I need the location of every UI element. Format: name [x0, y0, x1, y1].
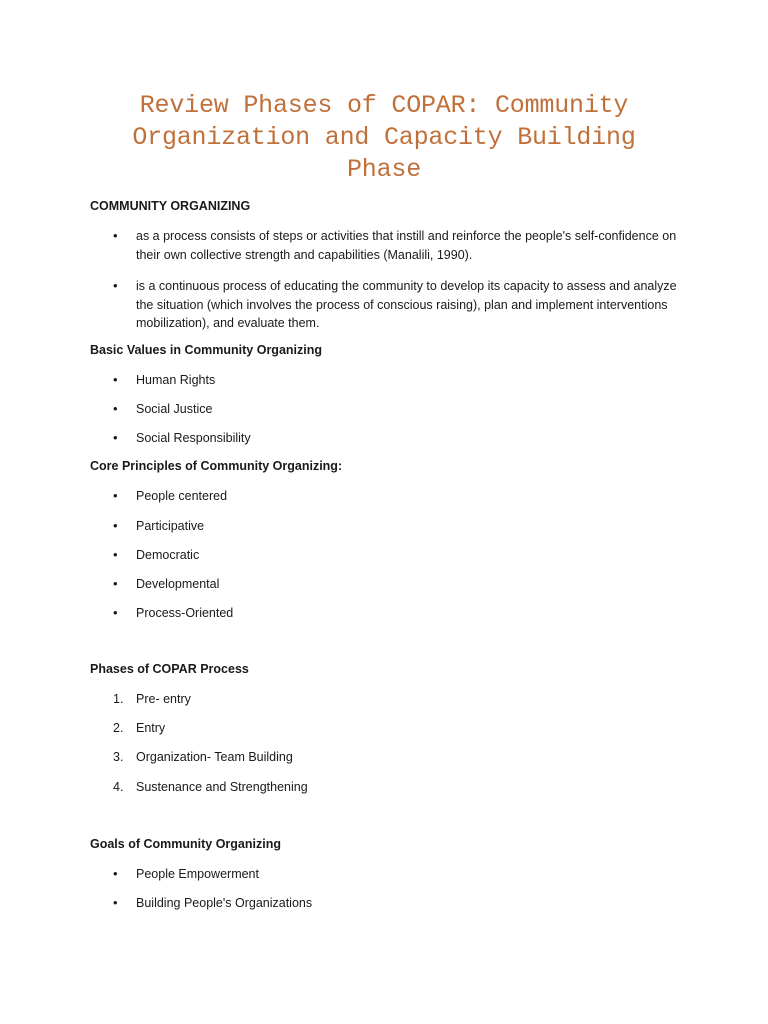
list-item-text: Building People's Organizations [136, 896, 313, 910]
list-item-text: Social Responsibility [136, 431, 251, 445]
list-item-text: Organization- Team Building [136, 750, 293, 764]
bullet-icon: • [113, 895, 118, 910]
bullet-icon: • [113, 518, 118, 533]
bullet-icon: • [113, 401, 118, 416]
section-heading-core-principles: Core Principles of Community Organizing: [90, 459, 343, 473]
list-item [113, 546, 683, 565]
list-item-text: Developmental [136, 577, 220, 591]
list-item [113, 575, 683, 594]
bullet-icon: • [113, 228, 118, 243]
bullet-icon: • [113, 605, 118, 620]
item-number: 4. [113, 780, 124, 794]
bullet-icon: • [113, 430, 118, 445]
list-item-text: People centered [136, 489, 228, 503]
list-item [113, 227, 683, 264]
list-item-text: People Empowerment [136, 867, 259, 881]
list-item-text: Democratic [136, 548, 200, 562]
list-item-text: Sustenance and Strengthening [136, 780, 308, 794]
list-item-text: Social Justice [136, 402, 213, 416]
list-item [113, 429, 683, 448]
list-item [113, 894, 683, 913]
list-item [113, 865, 683, 884]
section-heading-community-organizing: COMMUNITY ORGANIZING [90, 199, 251, 213]
list-item-text: Entry [136, 721, 166, 735]
section-heading-basic-values: Basic Values in Community Organizing [90, 343, 322, 357]
section-heading-goals: Goals of Community Organizing [90, 837, 281, 851]
list-item [113, 487, 683, 506]
list-item [113, 604, 683, 623]
item-number: 1. [113, 692, 124, 706]
list-item [113, 371, 683, 390]
list-item-text: as a process consists of steps or activities that instill and reinforce the people's self-confidence on their own collective strength and capabilities (Manalili, 1990). [136, 229, 677, 262]
list-item-text: Human Rights [136, 373, 216, 387]
list-item-text: Participative [136, 519, 205, 533]
bullet-icon: • [113, 278, 118, 293]
numbered-item [113, 778, 683, 797]
list-item-text: Pre- entry [136, 692, 191, 706]
numbered-item [113, 719, 683, 738]
item-number: 3. [113, 750, 124, 764]
list-item [113, 277, 683, 333]
list-item [113, 517, 683, 536]
item-number: 2. [113, 721, 124, 735]
numbered-item [113, 690, 683, 709]
bullet-icon: • [113, 488, 118, 503]
bullet-icon: • [113, 576, 118, 591]
list-item-text: is a continuous process of educating the community to develop its capacity to assess and analyze the situation (which involves the process of conscious raising), plan and implement interventions mobilization), and evaluate them. [136, 279, 677, 330]
section-heading-phases: Phases of COPAR Process [90, 662, 249, 676]
document-title: Review Phases of COPAR: Community Organization and Capacity Building Phase [132, 91, 636, 184]
list-item-text: Process-Oriented [136, 606, 234, 620]
bullet-icon: • [113, 547, 118, 562]
list-item [113, 400, 683, 419]
bullet-icon: • [113, 866, 118, 881]
bullet-icon: • [113, 372, 118, 387]
numbered-item [113, 748, 683, 767]
